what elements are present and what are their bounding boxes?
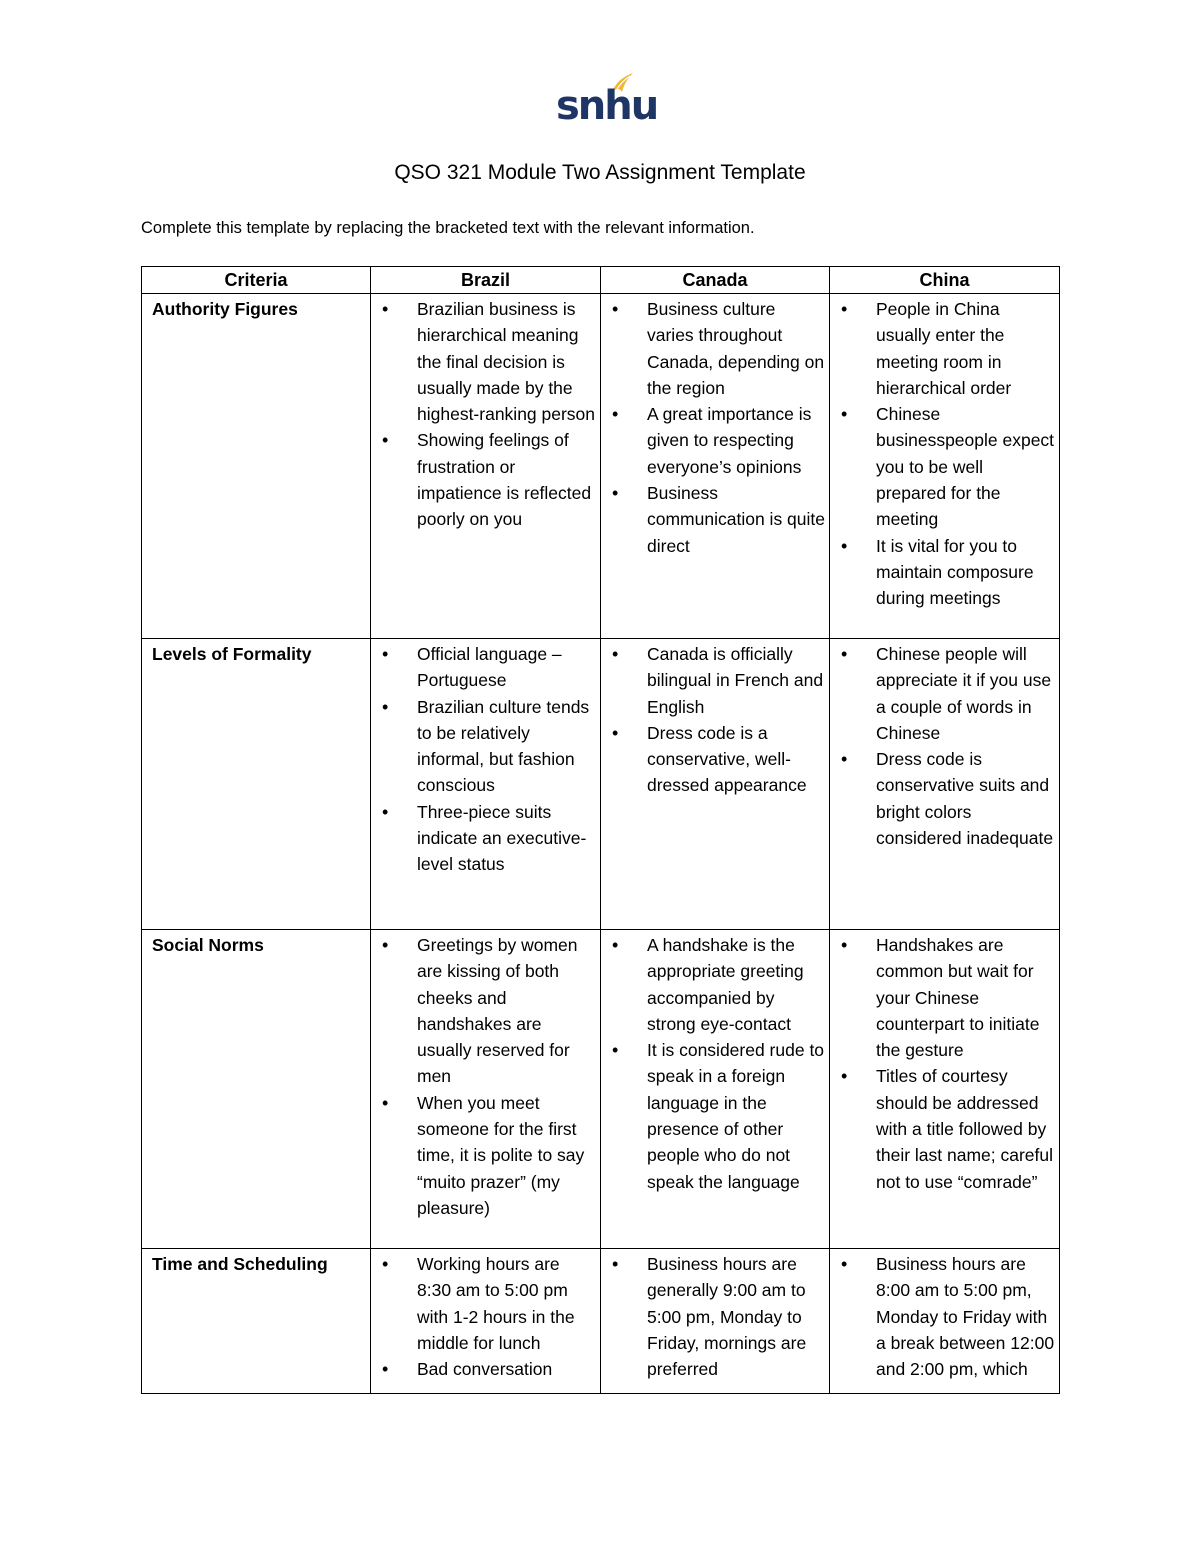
- bullet-item: • Handshakes are common but wait for your Chinese counterpart to initiate the gesture: [830, 932, 1055, 1063]
- canada-cell: [601, 1249, 830, 1394]
- bullet-item: • Business hours are generally 9:00 am to 5:00 pm, Monday to Friday, mornings are preferred: [601, 1251, 825, 1382]
- criteria-label: Social Norms: [142, 930, 371, 1249]
- brazil-cell: [371, 1249, 601, 1394]
- brazil-cell: [371, 930, 601, 1249]
- page-title: QSO 321 Module Two Assignment Template: [394, 161, 806, 184]
- snhu-logo: [556, 72, 658, 134]
- header-criteria: Criteria: [142, 267, 371, 294]
- logo-wordmark: snhu: [556, 83, 658, 129]
- bullet-item: • A great importance is given to respecting everyone’s opinions: [601, 401, 825, 480]
- table-row-time-and-scheduling: [142, 1249, 1060, 1394]
- bullet-item: • Official language – Portuguese: [371, 641, 596, 694]
- table-row-authority-figures: [142, 294, 1060, 639]
- bullet-item: • It is considered rude to speak in a foreign language in the presence of other people who do not speak the language: [601, 1037, 825, 1195]
- header-canada: Canada: [601, 267, 830, 294]
- bullet-item: • People in China usually enter the meeting room in hierarchical order: [830, 296, 1055, 401]
- bullet-item: • A handshake is the appropriate greeting accompanied by strong eye-contact: [601, 932, 825, 1037]
- china-cell: [830, 294, 1060, 639]
- header-china: China: [830, 267, 1060, 294]
- table-row-levels-of-formality: [142, 639, 1060, 930]
- bullet-item: • Three-piece suits indicate an executive-level status: [371, 799, 596, 878]
- criteria-label: Authority Figures: [142, 294, 371, 639]
- bullet-item: • Dress code is conservative suits and bright colors considered inadequate: [830, 746, 1055, 851]
- bullet-item: • Business hours are 8:00 am to 5:00 pm, Monday to Friday with a break between 12:00 and 2:00 pm, which: [830, 1251, 1055, 1382]
- china-cell: [830, 930, 1060, 1249]
- criteria-label: Time and Scheduling: [142, 1249, 371, 1394]
- bullet-item: • Canada is officially bilingual in French and English: [601, 641, 825, 720]
- bullet-item: • Brazilian business is hierarchical meaning the final decision is usually made by the highest-ranking person: [371, 296, 596, 427]
- bullet-item: • Greetings by women are kissing of both cheeks and handshakes are usually reserved for men: [371, 932, 596, 1090]
- bullet-item: • Titles of courtesy should be addressed with a title followed by their last name; careful not to use “comrade”: [830, 1063, 1055, 1194]
- brazil-cell: [371, 294, 601, 639]
- bullet-item: • Chinese people will appreciate it if you use a couple of words in Chinese: [830, 641, 1055, 746]
- table-row-social-norms: [142, 930, 1060, 1249]
- table-header-row: [142, 267, 1060, 294]
- china-cell: [830, 639, 1060, 930]
- header-brazil: Brazil: [371, 267, 601, 294]
- bullet-item: • It is vital for you to maintain composure during meetings: [830, 533, 1055, 612]
- china-cell: [830, 1249, 1060, 1394]
- bullet-item: • When you meet someone for the first time, it is polite to say “muito prazer” (my pleasure): [371, 1090, 596, 1221]
- bullet-item: • Chinese businesspeople expect you to be well prepared for the meeting: [830, 401, 1055, 532]
- bullet-item: • Working hours are 8:30 am to 5:00 pm with 1-2 hours in the middle for lunch: [371, 1251, 596, 1356]
- instructions-text: Complete this template by replacing the bracketed text with the relevant information.: [141, 219, 755, 237]
- brazil-cell: [371, 639, 601, 930]
- bullet-item: • Dress code is a conservative, well-dressed appearance: [601, 720, 825, 799]
- canada-cell: [601, 639, 830, 930]
- bullet-item: • Business culture varies throughout Canada, depending on the region: [601, 296, 825, 401]
- bullet-item: • Showing feelings of frustration or impatience is reflected poorly on you: [371, 427, 596, 532]
- bullet-item: • Brazilian culture tends to be relatively informal, but fashion conscious: [371, 694, 596, 799]
- canada-cell: [601, 294, 830, 639]
- bullet-item: • Bad conversation: [371, 1356, 596, 1382]
- bullet-item: • Business communication is quite direct: [601, 480, 825, 559]
- comparison-table: [141, 266, 1060, 1394]
- criteria-label: Levels of Formality: [142, 639, 371, 930]
- canada-cell: [601, 930, 830, 1249]
